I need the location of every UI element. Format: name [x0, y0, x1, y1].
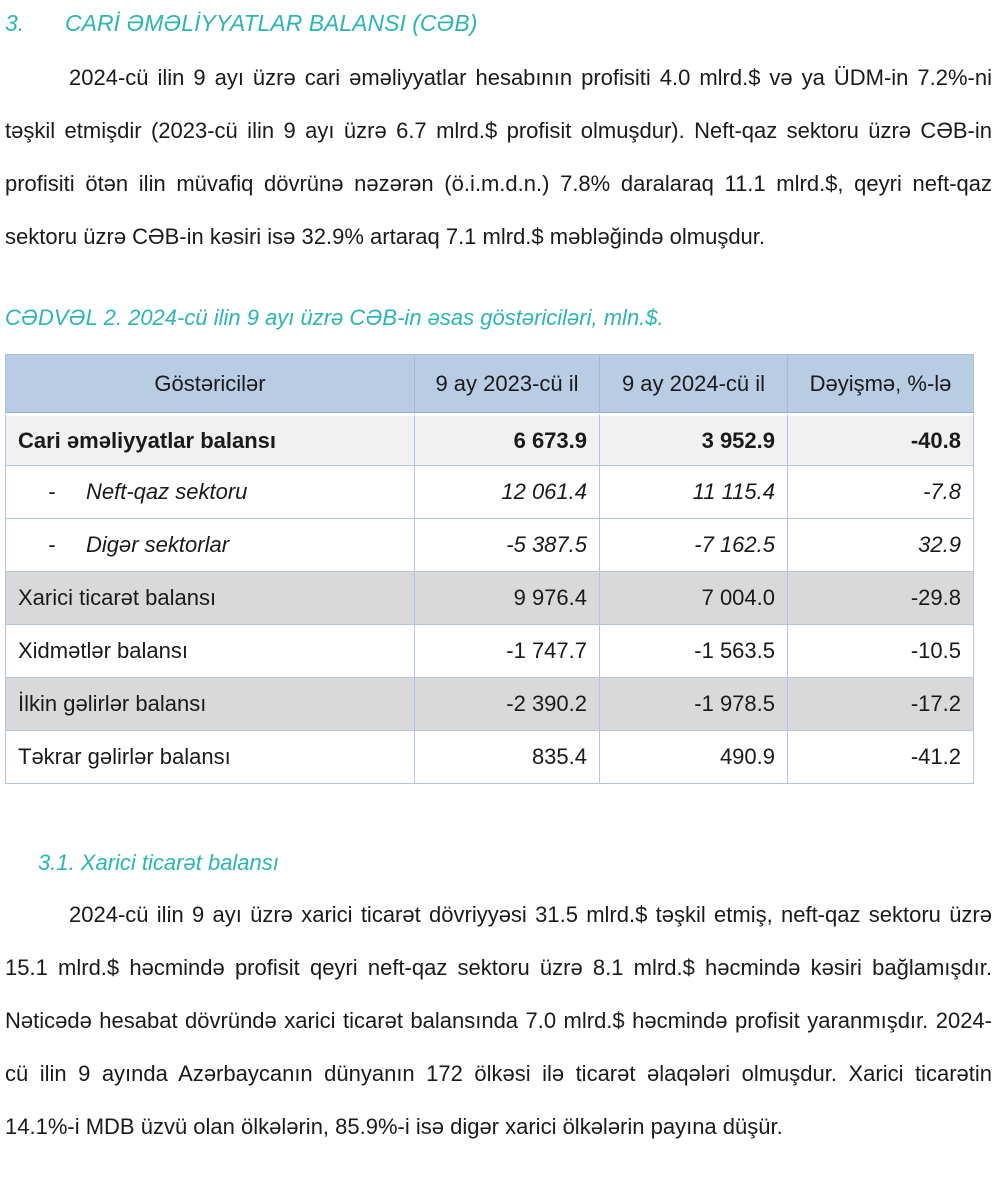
cell-2024-value: 11 115.4 — [600, 466, 788, 519]
cell-label — [5, 466, 415, 519]
section-3-paragraph: 2024-cü ilin 9 ayı üzrə cari əməliyyatlar hesabının profisiti 4.0 mlrd.$ və ya ÜDM-in 7.2%-ni təşkil etmişdir (2023-cü ilin 9 ayı üzrə 6.7 mlrd.$ profisit olmuşdur). Neft-qaz sektoru üzrə CƏB-in profisiti ötən ilin müvafiq dövrünə nəzərən (ö.i.m.d.n.) 7.8% daralaraq 11.1 mlrd.$, qeyri neft-qaz sektoru üzrə CƏB-in kəsiri isə 32.9% artaraq 7.1 mlrd.$ məbləğində olmuşdur. — [5, 65, 992, 249]
cell-label-text: Digər sektorlar — [86, 532, 230, 557]
table-row-services-balance — [5, 625, 974, 678]
cell-change-value: -29.8 — [788, 572, 974, 625]
section-3-title: CARİ ƏMƏLİYYATLAR BALANSI (CƏB) — [65, 10, 478, 36]
section-3-1-heading: 3.1. Xarici ticarət balansı — [38, 850, 279, 875]
table-row-secondary-income-balance — [5, 731, 974, 784]
cell-2024-value: 7 004.0 — [600, 572, 788, 625]
column-header-change-pct: Dəyişmə, %-lə — [788, 354, 974, 413]
section-3-heading — [5, 10, 992, 37]
cell-change-value: -41.2 — [788, 731, 974, 784]
cell-2023-value: 12 061.4 — [415, 466, 600, 519]
cell-label: Xidmətlər balansı — [5, 625, 415, 678]
list-dash: - — [48, 532, 56, 557]
cell-2023-value: -2 390.2 — [415, 678, 600, 731]
cell-change-value: 32.9 — [788, 519, 974, 572]
column-header-9m-2023: 9 ay 2023-cü il — [415, 354, 600, 413]
cell-change-value: -40.8 — [788, 413, 974, 466]
column-header-indicators: Göstəricilər — [5, 354, 415, 413]
cell-2023-value: 6 673.9 — [415, 413, 600, 466]
table-row-other-sectors — [5, 519, 974, 572]
cell-2024-value: 490.9 — [600, 731, 788, 784]
cell-2024-value: -7 162.5 — [600, 519, 788, 572]
cell-label: Xarici ticarət balansı — [5, 572, 415, 625]
cell-2023-value: 9 976.4 — [415, 572, 600, 625]
table-row-oil-gas-sector — [5, 466, 974, 519]
cell-2024-value: 3 952.9 — [600, 413, 788, 466]
cell-label: Cari əməliyyatlar balansı — [5, 413, 415, 466]
cell-label — [5, 519, 415, 572]
table-caption: CƏDVƏL 2. 2024-cü ilin 9 ayı üzrə CƏB-in əsas göstəriciləri, mln.$. — [5, 305, 664, 330]
cell-2023-value: -5 387.5 — [415, 519, 600, 572]
section-3-1-paragraph: 2024-cü ilin 9 ayı üzrə xarici ticarət dövriyyəsi 31.5 mlrd.$ təşkil etmiş, neft-qaz sektoru üzrə 15.1 mlrd.$ həcmində profisit qeyri neft-qaz sektoru üzrə 8.1 mlrd.$ həcmində kəsiri bağlamışdır. Nəticədə hesabat dövründə xarici ticarət balansında 7.0 mlrd.$ həcmində profisit yaranmışdır. 2024-cü ilin 9 ayında Azərbaycanın dünyanın 172 ölkəsi ilə ticarət əlaqələri olmuşdur. Xarici ticarətin 14.1%-i MDB üzvü olan ölkələrin, 85.9%-i isə digər xarici ölkələrin payına düşür. — [5, 902, 992, 1139]
table-row-foreign-trade-balance — [5, 572, 974, 625]
ceb-indicators-table — [5, 354, 974, 784]
list-dash: - — [48, 479, 56, 504]
table-row-primary-income-balance — [5, 678, 974, 731]
table-header-row — [5, 354, 974, 413]
cell-2024-value: -1 563.5 — [600, 625, 788, 678]
cell-label-text: Neft-qaz sektoru — [86, 479, 248, 504]
table-row-current-account-balance — [5, 413, 974, 466]
cell-change-value: -17.2 — [788, 678, 974, 731]
cell-label: Təkrar gəlirlər balansı — [5, 731, 415, 784]
cell-2023-value: 835.4 — [415, 731, 600, 784]
cell-label: İlkin gəlirlər balansı — [5, 678, 415, 731]
cell-2023-value: -1 747.7 — [415, 625, 600, 678]
cell-change-value: -7.8 — [788, 466, 974, 519]
cell-change-value: -10.5 — [788, 625, 974, 678]
section-3-number: 3. — [5, 10, 25, 36]
cell-2024-value: -1 978.5 — [600, 678, 788, 731]
column-header-9m-2024: 9 ay 2024-cü il — [600, 354, 788, 413]
